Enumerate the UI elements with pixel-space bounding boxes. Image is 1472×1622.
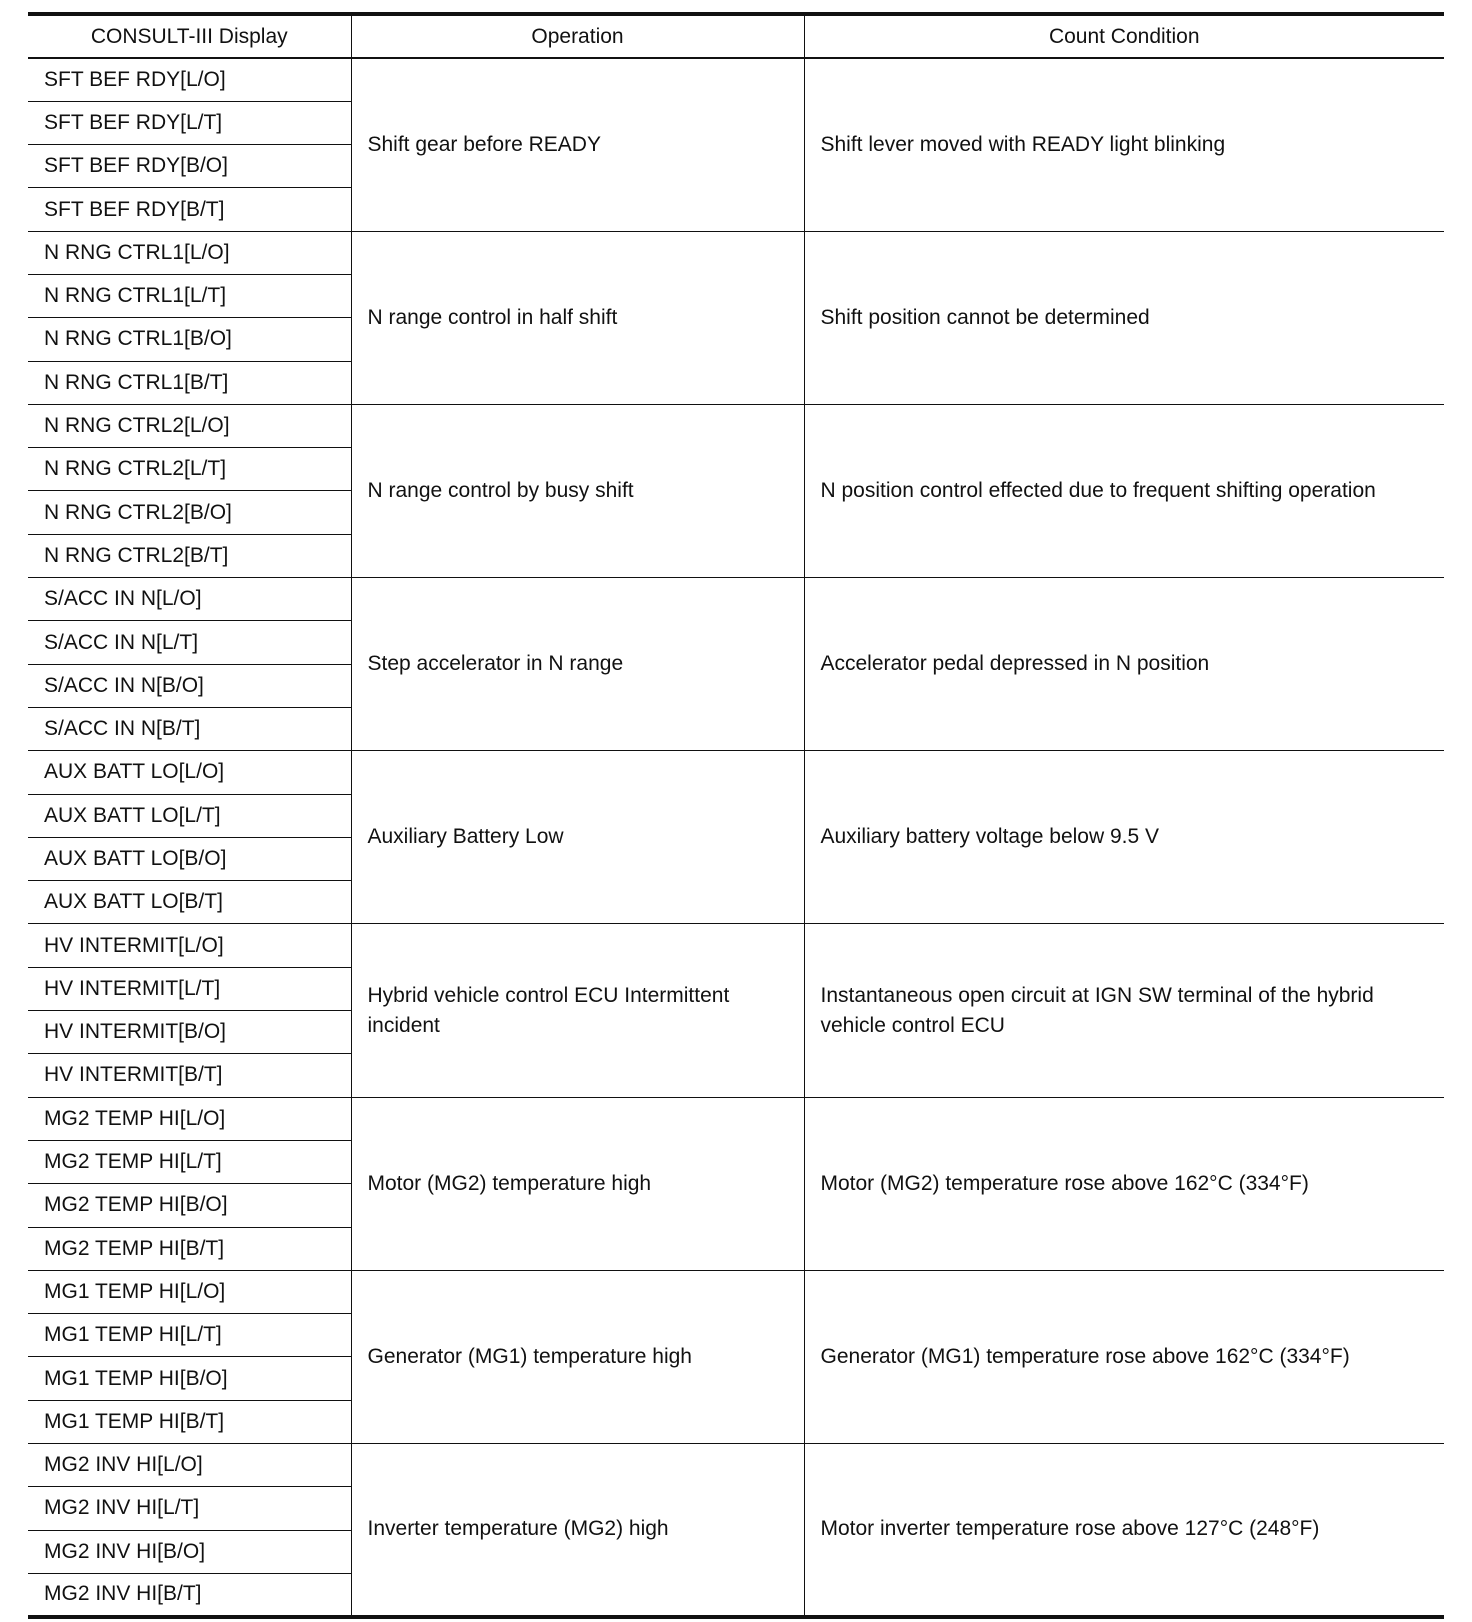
consult-display-cell: S/ACC IN N[L/O] [28,578,351,621]
consult-display-cell: MG1 TEMP HI[B/O] [28,1357,351,1400]
header-operation: Operation [351,14,804,58]
consult-display-cell: SFT BEF RDY[B/T] [28,188,351,231]
count-condition-cell: Shift position cannot be determined [804,231,1444,404]
count-condition-cell: Shift lever moved with READY light blinking [804,58,1444,231]
count-condition-cell: Generator (MG1) temperature rose above 162°C (334°F) [804,1270,1444,1443]
count-condition-cell: Instantaneous open circuit at IGN SW terminal of the hybrid vehicle control ECU [804,924,1444,1097]
consult-display-cell: AUX BATT LO[L/O] [28,751,351,794]
consult-display-cell: MG2 TEMP HI[B/T] [28,1227,351,1270]
consult-display-cell: N RNG CTRL2[L/T] [28,448,351,491]
consult-display-cell: N RNG CTRL2[L/O] [28,404,351,447]
count-condition-cell: Accelerator pedal depressed in N position [804,578,1444,751]
operation-cell: Generator (MG1) temperature high [351,1270,804,1443]
consult-display-cell: MG2 TEMP HI[L/T] [28,1140,351,1183]
count-condition-cell: Auxiliary battery voltage below 9.5 V [804,751,1444,924]
table-row [28,1097,1444,1140]
operation-cell: N range control by busy shift [351,404,804,577]
operation-cell: Auxiliary Battery Low [351,751,804,924]
header-count-condition: Count Condition [804,14,1444,58]
consult-display-cell: AUX BATT LO[B/O] [28,837,351,880]
table-row [28,924,1444,967]
consult-display-cell: MG2 TEMP HI[B/O] [28,1184,351,1227]
consult-display-cell: HV INTERMIT[B/T] [28,1054,351,1097]
consult-display-cell: N RNG CTRL1[B/O] [28,318,351,361]
consult-display-cell: MG1 TEMP HI[L/T] [28,1314,351,1357]
consult-display-cell: HV INTERMIT[L/T] [28,967,351,1010]
count-condition-cell: Motor inverter temperature rose above 127°C (248°F) [804,1444,1444,1617]
consult-display-cell: S/ACC IN N[L/T] [28,621,351,664]
table-row [28,231,1444,274]
consult-display-cell: MG2 INV HI[L/T] [28,1487,351,1530]
consult-display-cell: SFT BEF RDY[L/T] [28,101,351,144]
consult-display-cell: MG2 INV HI[B/T] [28,1573,351,1616]
table-row [28,1270,1444,1313]
consult-display-cell: SFT BEF RDY[L/O] [28,58,351,101]
header-row [28,14,1444,58]
consult-display-cell: AUX BATT LO[B/T] [28,881,351,924]
consult-display-cell: AUX BATT LO[L/T] [28,794,351,837]
operation-cell: Motor (MG2) temperature high [351,1097,804,1270]
consult-display-cell: MG2 INV HI[L/O] [28,1444,351,1487]
table-row [28,1444,1444,1487]
operation-cell: N range control in half shift [351,231,804,404]
consult-display-cell: HV INTERMIT[B/O] [28,1011,351,1054]
consult-display-cell: N RNG CTRL1[L/O] [28,231,351,274]
table-row [28,58,1444,101]
operation-cell: Inverter temperature (MG2) high [351,1444,804,1617]
consult-display-cell: MG1 TEMP HI[B/T] [28,1400,351,1443]
table-row [28,578,1444,621]
consult-display-cell: N RNG CTRL2[B/T] [28,534,351,577]
consult-display-cell: N RNG CTRL1[L/T] [28,274,351,317]
table-row [28,751,1444,794]
operation-cell: Step accelerator in N range [351,578,804,751]
count-condition-cell: N position control effected due to frequent shifting operation [804,404,1444,577]
consult-display-cell: N RNG CTRL1[B/T] [28,361,351,404]
consult-display-cell: S/ACC IN N[B/O] [28,664,351,707]
consult-display-cell: MG2 INV HI[B/O] [28,1530,351,1573]
consult-display-cell: HV INTERMIT[L/O] [28,924,351,967]
operation-cell: Hybrid vehicle control ECU Intermittent incident [351,924,804,1097]
table-row [28,404,1444,447]
operation-cell: Shift gear before READY [351,58,804,231]
consult-display-table [28,12,1444,1619]
consult-display-cell: N RNG CTRL2[B/O] [28,491,351,534]
header-consult-display: CONSULT-III Display [28,14,351,58]
count-condition-cell: Motor (MG2) temperature rose above 162°C (334°F) [804,1097,1444,1270]
consult-display-cell: MG2 TEMP HI[L/O] [28,1097,351,1140]
consult-display-cell: MG1 TEMP HI[L/O] [28,1270,351,1313]
table-body [28,58,1444,1617]
consult-display-cell: S/ACC IN N[B/T] [28,707,351,750]
consult-display-cell: SFT BEF RDY[B/O] [28,145,351,188]
